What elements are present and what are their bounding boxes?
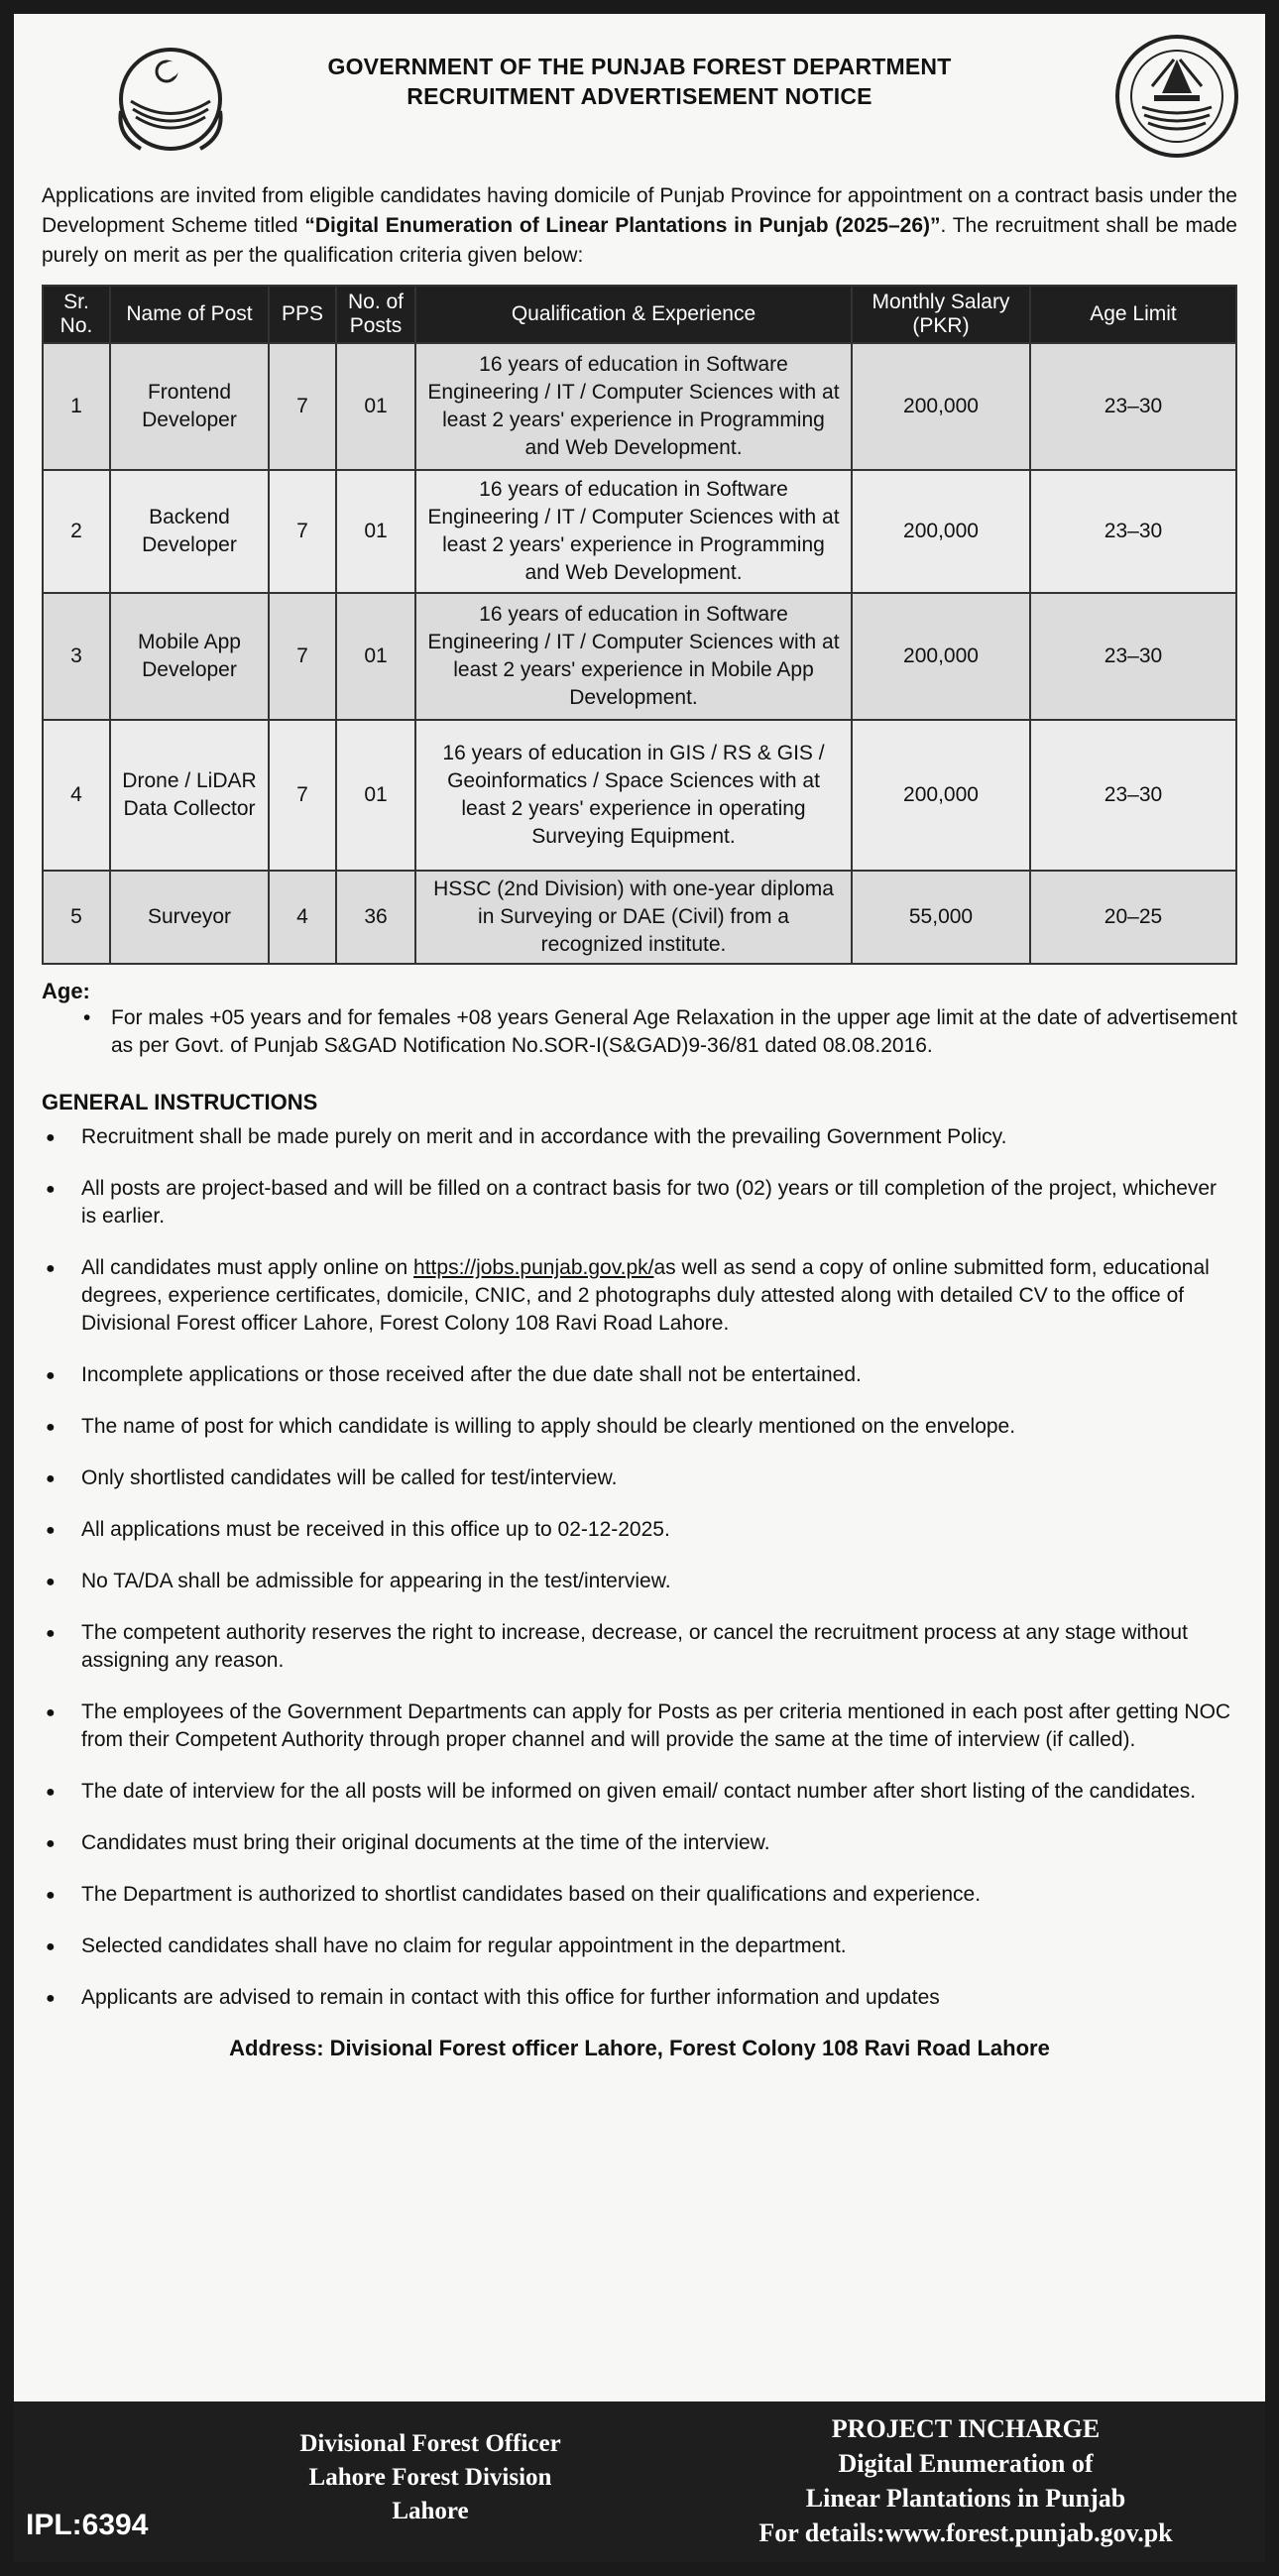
cell-no-posts: 36 (336, 871, 415, 964)
cell-salary: 200,000 (852, 470, 1030, 593)
department-title: GOVERNMENT OF THE PUNJAB FOREST DEPARTMENT (327, 54, 952, 79)
cell-sr: 3 (43, 593, 110, 720)
cell-pps: 4 (269, 871, 336, 964)
col-post-name: Name of Post (110, 286, 269, 343)
cell-sr: 2 (43, 470, 110, 593)
list-item: ● Only shortlisted candidates will be called for test/interview. (42, 1464, 1237, 1492)
table-row (43, 343, 1236, 470)
general-instructions-list (42, 1123, 1237, 2012)
col-salary: Monthly Salary (PKR) (852, 286, 1030, 343)
col-age-limit: Age Limit (1030, 286, 1236, 343)
posts-table (42, 285, 1237, 965)
scheme-title: “Digital Enumeration of Linear Plantations in Punjab (2025–26)” (304, 214, 941, 237)
list-item: ● The Department is authorized to shortlist candidates based on their qualifications and experience. (42, 1881, 1237, 1909)
list-item: ● No TA/DA shall be admissible for appearing in the test/interview. (42, 1568, 1237, 1595)
project-incharge-title: PROJECT INCHARGE (831, 2414, 1101, 2443)
cell-age-limit: 20–25 (1030, 871, 1236, 964)
cell-salary: 200,000 (852, 720, 1030, 871)
list-item: ● All applications must be received in this office up to 02-12-2025. (42, 1516, 1237, 1544)
cell-salary: 55,000 (852, 871, 1030, 964)
col-qualification: Qualification & Experience (415, 286, 852, 343)
forest-department-emblem-icon (1112, 32, 1241, 161)
col-pps: PPS (269, 286, 336, 343)
cell-qualification: 16 years of education in Software Engineering / IT / Computer Sciences with at least 2 years' experience in Programming and Web Development. (415, 470, 852, 593)
col-sr: Sr. No. (43, 286, 110, 343)
cell-post-name: Frontend Developer (110, 343, 269, 470)
age-heading: Age: (42, 979, 90, 1003)
apply-online-details: as well as send a copy of online submitted form, educational degrees, experience certificates, domicile, CNIC, and 2 photographs duly attested along with detailed CV to the office of Divisional Forest officer Lahore, Forest Colony 108 Ravi Road Lahore. (81, 1256, 1210, 1335)
table-row (43, 470, 1236, 593)
table-header-row (43, 286, 1236, 343)
signatory-title: Divisional Forest Officer (299, 2430, 561, 2457)
cell-qualification: 16 years of education in GIS / RS & GIS / Geoinformatics / Space Sciences with at least 2 years' experience in operating Surveying Equipment. (415, 720, 852, 871)
details-website[interactable]: For details:www.forest.punjab.gov.pk (758, 2518, 1173, 2547)
cell-age-limit: 23–30 (1030, 720, 1236, 871)
cell-no-posts: 01 (336, 720, 415, 871)
project-name-line2: Linear Plantations in Punjab (805, 2484, 1126, 2513)
punjab-government-emblem-icon (111, 42, 230, 161)
signatory-block (212, 2427, 648, 2528)
signatory-city: Lahore (392, 2498, 469, 2524)
cell-no-posts: 01 (336, 593, 415, 720)
cell-pps: 7 (269, 343, 336, 470)
intro-paragraph (42, 181, 1237, 271)
project-incharge-block (688, 2411, 1243, 2550)
cell-sr: 1 (43, 343, 110, 470)
general-instructions-heading: GENERAL INSTRUCTIONS (42, 1090, 318, 1114)
list-item: ● The name of post for which candidate is willing to apply should be clearly mentioned on the envelope. (42, 1413, 1237, 1441)
col-no-posts: No. of Posts (336, 286, 415, 343)
advertisement-body (14, 14, 1265, 2401)
apply-online-text: All candidates must apply online on (81, 1256, 414, 1279)
cell-pps: 7 (269, 720, 336, 871)
office-address: Address: Divisional Forest officer Lahore, Forest Colony 108 Ravi Road Lahore (229, 2036, 1050, 2060)
list-item: ● The employees of the Government Departments can apply for Posts as per criteria mentioned in each post after getting NOC from their Competent Authority through proper channel and will provide the same at the time of interview (if called). (42, 1698, 1237, 1754)
cell-no-posts: 01 (336, 470, 415, 593)
cell-sr: 4 (43, 720, 110, 871)
footer (14, 2401, 1265, 2562)
list-item: ● Selected candidates shall have no claim for regular appointment in the department. (42, 1932, 1237, 1960)
age-relaxation: • For males +05 years and for females +08 years General Age Relaxation in the upper age limit at the date of advertisement as per Govt. of Punjab S&GAD Notification No.SOR-I(S&GAD)9-36/81 dated 08.08.2016. (83, 1004, 1237, 1060)
signatory-division: Lahore Forest Division (308, 2464, 552, 2491)
cell-post-name: Backend Developer (110, 470, 269, 593)
header (42, 14, 1237, 187)
cell-post-name: Drone / LiDAR Data Collector (110, 720, 269, 871)
project-name-line1: Digital Enumeration of (838, 2449, 1094, 2478)
list-item: ● Recruitment shall be made purely on merit and in accordance with the prevailing Government Policy. (42, 1123, 1237, 1151)
list-item: ● The competent authority reserves the right to increase, decrease, or cancel the recruitment process at any stage without assigning any reason. (42, 1619, 1237, 1675)
cell-no-posts: 01 (336, 343, 415, 470)
list-item: ● All posts are project-based and will be filled on a contract basis for two (02) years or till completion of the project, whichever is earlier. (42, 1175, 1237, 1230)
list-item: ● The date of interview for the all posts will be informed on given email/ contact number after short listing of the candidates. (42, 1778, 1237, 1806)
jobs-portal-link[interactable]: https://jobs.punjab.gov.pk/ (413, 1256, 654, 1279)
cell-age-limit: 23–30 (1030, 343, 1236, 470)
table-row (43, 593, 1236, 720)
list-item: ● Applicants are advised to remain in contact with this office for further information and updates (42, 1984, 1237, 2012)
cell-post-name: Mobile App Developer (110, 593, 269, 720)
intro-text: Applications are invited from eligible candidates having domicile of Punjab Province for appointment on a contract basis under the Development Scheme titled (42, 184, 1237, 237)
age-list (83, 1004, 1237, 1060)
cell-salary: 200,000 (852, 593, 1030, 720)
list-item (42, 1254, 1237, 1338)
cell-sr: 5 (43, 871, 110, 964)
title-block (270, 52, 1009, 111)
ipl-number: IPL:6394 (26, 2509, 149, 2541)
cell-pps: 7 (269, 470, 336, 593)
cell-age-limit: 23–30 (1030, 470, 1236, 593)
table-row (43, 720, 1236, 871)
cell-age-limit: 23–30 (1030, 593, 1236, 720)
list-item: ● Candidates must bring their original documents at the time of the interview. (42, 1829, 1237, 1857)
table-row (43, 871, 1236, 964)
cell-post-name: Surveyor (110, 871, 269, 964)
cell-qualification: 16 years of education in Software Engineering / IT / Computer Sciences with at least 2 years' experience in Programming and Web Development. (415, 343, 852, 470)
cell-qualification: HSSC (2nd Division) with one-year diploma in Surveying or DAE (Civil) from a recognized institute. (415, 871, 852, 964)
intro-text-end: . The recruitment shall be made purely on merit as per the qualification criteria given below: (42, 214, 1237, 267)
list-item: ● Incomplete applications or those received after the due date shall not be entertained. (42, 1361, 1237, 1389)
cell-pps: 7 (269, 593, 336, 720)
cell-salary: 200,000 (852, 343, 1030, 470)
notice-title: RECRUITMENT ADVERTISEMENT NOTICE (407, 83, 872, 109)
cell-qualification: 16 years of education in Software Engineering / IT / Computer Sciences with at least 2 years' experience in Mobile App Development. (415, 593, 852, 720)
